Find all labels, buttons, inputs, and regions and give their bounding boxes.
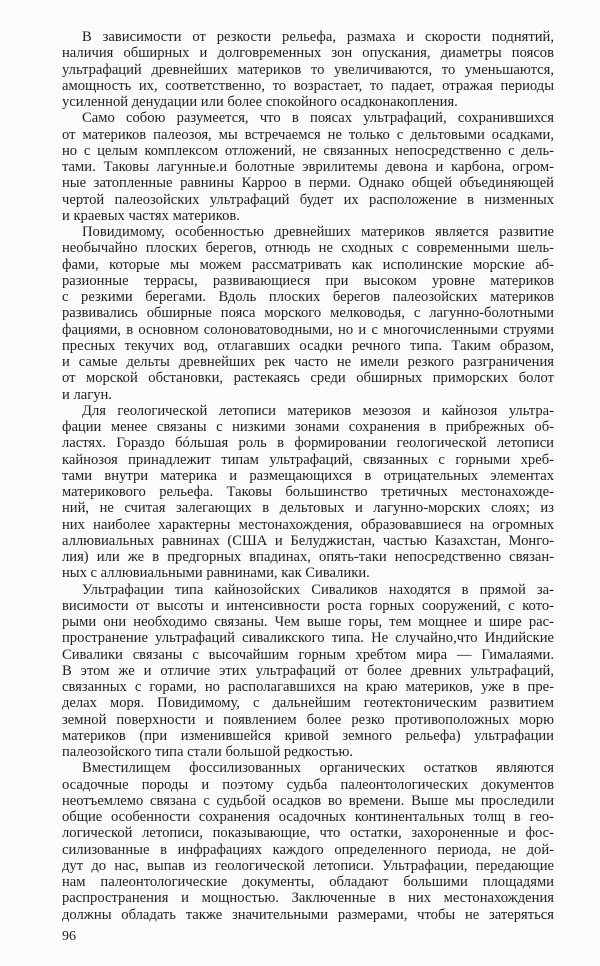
text-line: связанных с горами, но располагавшихся на краю материков, уже в пре- [62,679,554,695]
text-line: делах моря. Повидимому, с дальнейшим геотектоническим развитием [62,695,554,712]
paragraph [62,29,554,110]
text-line: ные затопленные равнины Карроо в перми. Однако общей объединяющей [62,175,554,192]
text-line: фации менее связаны с низкими зонами сохранения в прибрежных об- [62,419,554,435]
text-line: и краевых частях материков. [62,207,240,224]
page-number: 96 [62,929,76,944]
page-body-text [62,29,554,923]
text-line: развивались обширные пояса морского мелководья, с лагунно-болотными [62,305,554,322]
text-line: кайнозоя принадлежит типам ультрафаций, связанных с горными хреб- [62,451,554,468]
text-line: земной поверхности и появлением более резко противоположных морю [62,711,554,728]
paragraph [62,760,554,923]
text-line: общие особенности сохранения осадочных континентальных толщ в гео- [62,809,554,825]
text-line: осадочные породы и поэтому судьба палеонтологических документов [62,776,554,793]
text-line: материкового рельефа. Таковы большинство третичных местонахожде- [62,484,554,500]
text-line: фациями, в основном солоноватоводными, но и с многочисленными струями [62,321,554,338]
text-line: но с целым комплексом отложений, не связанных непосредственно с дель- [62,142,554,159]
text-line: ных с аллювиальными равнинами, как Сивалики. [62,565,370,582]
text-line: и лагун. [62,386,112,403]
text-line: пространение ультрафаций сиваликского типа. Не случайно,что Индийские [62,630,554,647]
text-line: с резкими берегами. Вдоль плоских берегов палеозойских материков [62,289,554,305]
text-line: них наиболее характерны местонахождения, образовавшиеся на огромных [62,516,554,533]
text-line: аллювиальных равнинах (США и Белуджистан, частью Казахстан, Монго- [62,532,554,549]
text-line: висимости от высоты и интенсивности роста горных сооружений, с кото- [62,597,554,614]
text-line: Само собою разумеется, что в поясах ультрафаций, сохранившихся [82,110,554,127]
text-line: и самые дельты древнейших рек часто не имели резкого разграничения [62,354,554,370]
text-line: ластях. Гораздо бóльшая роль в формировании геологической летописи [62,435,554,452]
text-line: пресных текучих вод, отлагавших осадки речного типа. Таким образом, [62,337,554,354]
text-line: от морской обстановки, растекаясь среди обширных приморских болот [62,370,554,387]
text-line: фами, которые мы можем рассматривать как исполинские морские аб- [62,256,554,273]
text-line: Сивалики связаны с высочайшим горным хребтом мира — Гималаями. [62,646,554,663]
text-line: необычайно плоских берегов, отнюдь не сходных с современными шель- [62,240,554,257]
text-line: наличия обширных и долговременных зон опускания, диаметры поясов [62,45,554,62]
text-line: Для геологической летописи материков мезозоя и кайнозоя ультра- [82,402,554,419]
text-line: неотъемлемо связана с судьбой осадков во времени. Выше мы проследили [62,792,554,809]
text-line: амощность их, соответственно, то возрастает, то падает, отражая периоды [62,77,554,94]
text-line: от материков палеозоя, мы встречаемся не только с дельтовыми осадками, [62,126,554,143]
text-line: чертой палеозойских ультрафаций будет их расположение в низменных [62,191,554,208]
text-line: Ультрафации типа кайнозойских Сиваликов находятся в прямой за- [82,581,554,598]
text-line: усиленной денудации или более спокойного осадконакопления. [62,94,458,110]
text-line: ультрафаций древнейших материков то увеличиваются, то уменьшаются, [62,61,554,78]
text-line: нам палеонтологические документы, обладают большими площадями [62,874,554,890]
paragraph [62,403,554,582]
text-line: должны обладать также значительными размерами, чтобы не затеряться [62,906,554,923]
paragraph [62,224,554,403]
text-line: В этом же и отличие этих ультрафаций от более древних ультрафаций, [62,662,554,679]
text-line: разионные террасы, развивающиеся при высоком уровне материков [62,272,554,289]
text-line: Повидимому, особенностью древнейших материков является развитие [82,224,554,240]
text-line: В зависимости от резкости рельефа, размаха и скорости поднятий, [82,29,554,45]
text-line: тами внутри материка и размещающихся в отрицательных элементах [62,467,554,484]
text-line: лия) или же в предгорных впадинах, опять-таки непосредственно связан- [62,549,554,565]
text-line: материков (при изменившейся кривой земного рельефа) ультрафации [62,727,554,744]
text-line: рыми они необходимо связаны. Чем выше горы, тем мощнее и шире рас- [62,614,554,630]
text-line: логической летописи, показывающие, что остатки, захороненные и фос- [62,825,554,842]
text-line: распространения и мощностью. Заключенные в них местонахождения [62,890,554,907]
text-line: дут до нас, выпав из геологической летописи. Ультрафации, передающие [62,857,554,874]
text-line: Вместилищем фоссилизованных органических остатков являются [82,760,554,777]
text-line: палеозойского типа стали большой редкостью. [62,744,353,760]
text-line: ний, не считая залегающих в дельтовых и лагунно-морских слоях; из [62,500,554,517]
paragraph [62,582,554,761]
text-line: силизованные в инфрафациях каждого определенного периода, не дой- [62,841,554,858]
paragraph [62,110,554,224]
text-line: тами. Таковы лагунные.и болотные эврилитемы девона и карбона, огром- [62,159,554,175]
